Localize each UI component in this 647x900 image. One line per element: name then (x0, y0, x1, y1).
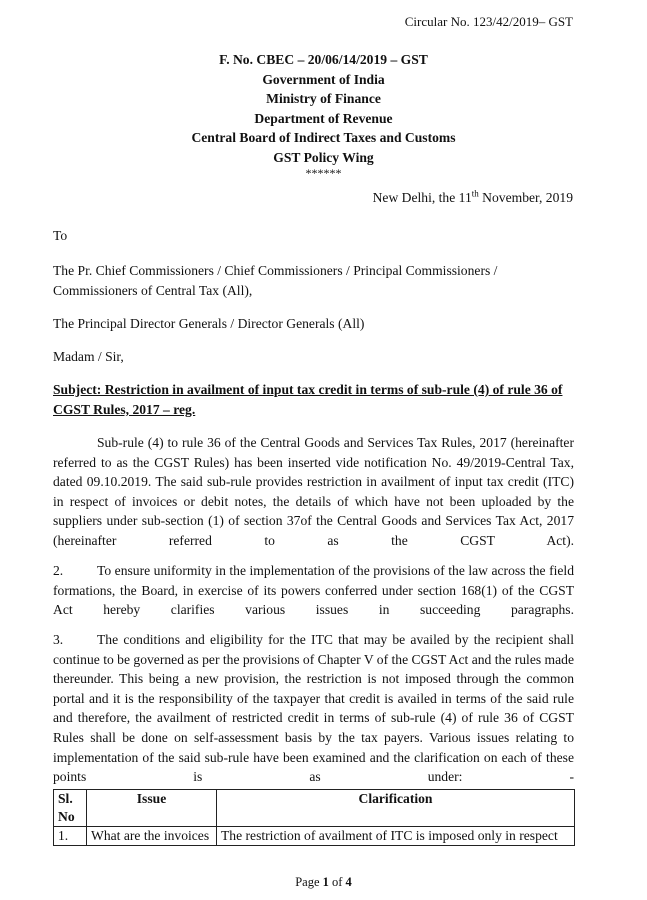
letter-header (0, 50, 647, 180)
circular-number: Circular No. 123/42/2019– GST (404, 14, 573, 29)
cell-sl-no: 1. (54, 827, 87, 846)
paragraph-3-number: 3. (53, 632, 64, 647)
date-suffix: November, 2019 (478, 190, 573, 205)
ministry-name: Ministry of Finance (266, 91, 381, 106)
paragraph-2 (53, 561, 574, 639)
board-name: Central Board of Indirect Taxes and Customs (191, 130, 456, 145)
addressee-commissioners: The Pr. Chief Commissioners / Chief Commissioners / Principal Commissioners / Commissioners of Central Tax (All), (53, 263, 498, 298)
addressee-director-generals: The Principal Director Generals / Director Generals (All) (53, 316, 365, 331)
department-name: Department of Revenue (254, 110, 393, 126)
paragraph-2-number: 2. (53, 563, 64, 578)
footer-current-page: 1 (322, 875, 329, 889)
government-name: Government of India (262, 71, 385, 87)
page-footer (0, 875, 647, 890)
paragraph-2-text: To ensure uniformity in the implementation of the provisions of the law across the field formations, the Board, in exercise of its powers conferred under section 168(1) of the CGST Act hereby clarifies various issues in succeeding paragraphs. (53, 563, 574, 618)
clarification-table (53, 789, 575, 846)
paragraph-3 (53, 630, 574, 806)
wing-name: GST Policy Wing (273, 149, 374, 165)
header-sl-no: Sl. No (54, 790, 87, 827)
header-issue: Issue (87, 790, 217, 827)
paragraph-3-text: The conditions and eligibility for the ITC that may be availed by the recipient shall continue to be governed as per the provisions of Chapter V of the CGST Act and the rules made thereunder. This being a new provision, the restriction is not imposed through the common portal and it is the responsibility of the taxpayer that credit is availed in terms of the said rule and therefore, the availment of restricted credit in terms of sub-rule (4) of rule 36 of CGST Rules shall be done on self-assessment basis by the tax payers. Various issues relating to implementation of the said sub-rule have been examined and the clarification on each of these points is as under: - (53, 632, 574, 785)
subject-line: Subject: Restriction in availment of input tax credit in terms of sub-rule (4) of rule 36 of CGST Rules, 2017 – reg. (53, 382, 563, 417)
cell-clarification: The restriction of availment of ITC is imposed only in respect (217, 827, 575, 846)
header-clarification: Clarification (217, 790, 575, 827)
date-prefix: New Delhi, the 11 (372, 190, 472, 205)
paragraph-1: Sub-rule (4) to rule 36 of the Central Goods and Services Tax Rules, 2017 (hereinafter referred to as the CGST Rules) has been inserted vide notification No. 49/2019-Central Tax, dated 09.10.2019. The said sub-rule provides restriction in availment of input tax credit (ITC) in respect of invoices or debit notes, the details of which have not been uploaded by the suppliers under sub-section (1) of section 37of the Central Goods and Services Tax Act, 2017 (hereinafter referred to as the CGST Act). (53, 435, 574, 548)
date-superscript: th (471, 188, 479, 199)
table-header-row (54, 790, 575, 827)
file-number: F. No. CBEC – 20/06/14/2019 – GST (219, 52, 428, 67)
footer-total-pages: 4 (345, 875, 352, 889)
footer-page-label: Page (295, 875, 323, 889)
cell-issue: What are the invoices (87, 827, 217, 846)
footer-of-label: of (328, 875, 346, 889)
to-label: To (53, 228, 68, 243)
separator-stars: ****** (305, 166, 342, 180)
table-row (54, 827, 575, 846)
letter-date (373, 190, 573, 206)
salutation: Madam / Sir, (53, 349, 124, 364)
